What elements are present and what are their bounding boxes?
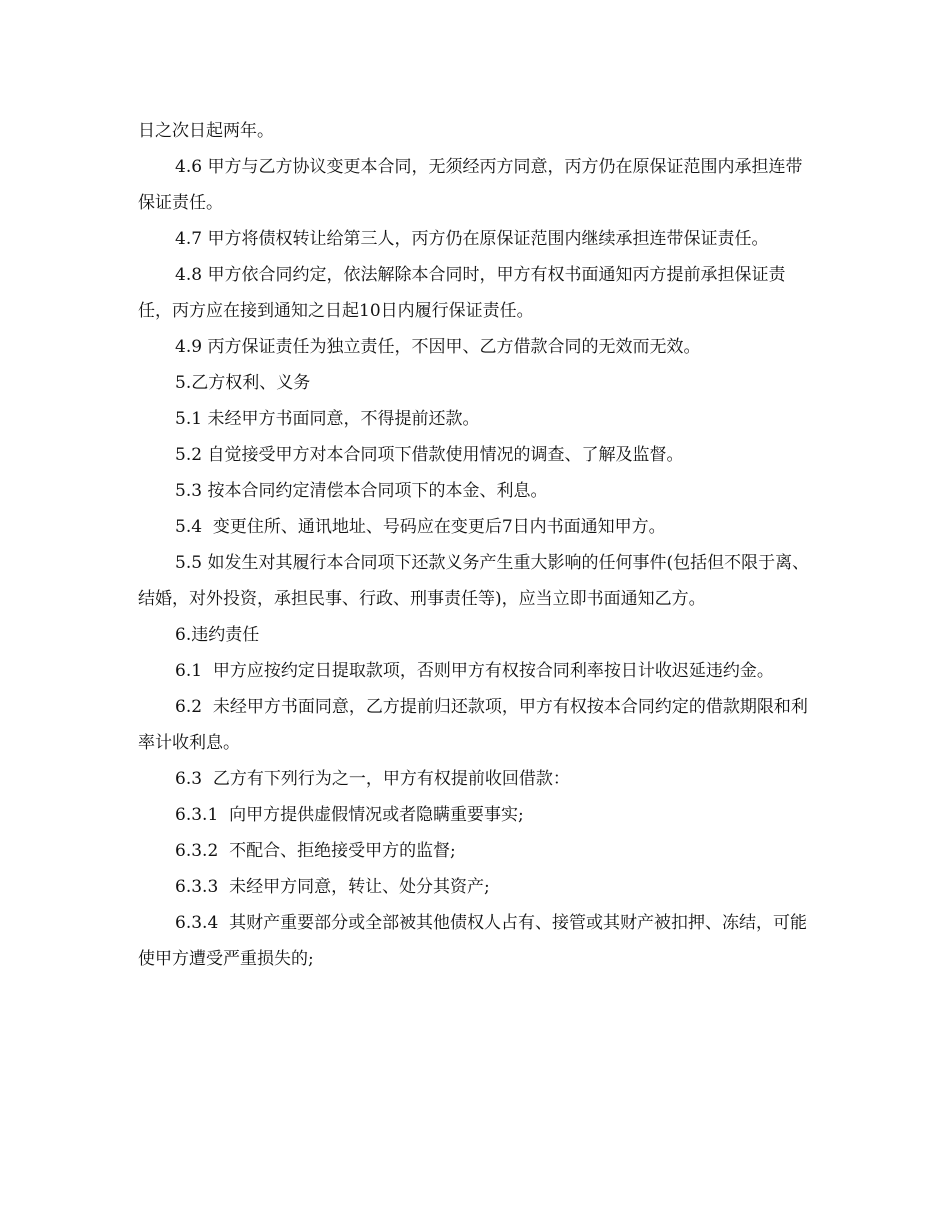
paragraph-continuation: 日之次日起两年。 [138,121,274,141]
section-5-heading: 5.乙方权利、义务 [175,373,311,393]
clause-6-1: 6.1 甲方应按约定日提取款项，否则甲方有权按合同利率按日计收迟延违约金。 [175,661,774,681]
clause-6-3: 6.3 乙方有下列行为之一，甲方有权提前收回借款： [175,769,570,789]
clause-6-3-1: 6.3.1 向甲方提供虚假情况或者隐瞒重要事实; [175,805,524,825]
document-body [138,113,814,977]
clause-5-1: 5.1 未经甲方书面同意，不得提前还款。 [175,409,480,429]
section-6-heading: 6.违约责任 [175,625,260,645]
clause-5-4: 5.4 变更住所、通讯地址、号码应在变更后7日内书面通知甲方。 [175,517,666,537]
clause-6-3-4: 6.3.4 其财产重要部分或全部被其他债权人占有、接管或其财产被扣押、冻结，可能使甲方遭受严重损失的; [138,913,808,969]
clause-6-3-3: 6.3.3 未经甲方同意，转让、处分其资产; [175,877,490,897]
clause-5-3: 5.3 按本合同约定清偿本合同项下的本金、利息。 [175,481,548,501]
clause-4-8: 4.8 甲方依合同约定，依法解除本合同时，甲方有权书面通知丙方提前承担保证责任，丙方应在接到通知之日起10日内履行保证责任。 [138,265,786,321]
clause-6-3-2: 6.3.2 不配合、拒绝接受甲方的监督; [175,841,456,861]
clause-4-6: 4.6 甲方与乙方协议变更本合同，无须经丙方同意，丙方仍在原保证范围内承担连带保证责任。 [138,157,803,213]
clause-6-2: 6.2 未经甲方书面同意，乙方提前归还款项，甲方有权按本合同约定的借款期限和利率计收利息。 [138,697,808,753]
clause-4-9: 4.9 丙方保证责任为独立责任，不因甲、乙方借款合同的无效而无效。 [175,337,701,357]
clause-5-2: 5.2 自觉接受甲方对本合同项下借款使用情况的调查、了解及监督。 [175,445,684,465]
clause-4-7: 4.7 甲方将债权转让给第三人，丙方仍在原保证范围内继续承担连带保证责任。 [175,229,769,249]
clause-5-5: 5.5 如发生对其履行本合同项下还款义务产生重大影响的任何事件(包括但不限于离、结婚，对外投资，承担民事、行政、刑事责任等)，应当立即书面通知乙方。 [138,553,810,609]
